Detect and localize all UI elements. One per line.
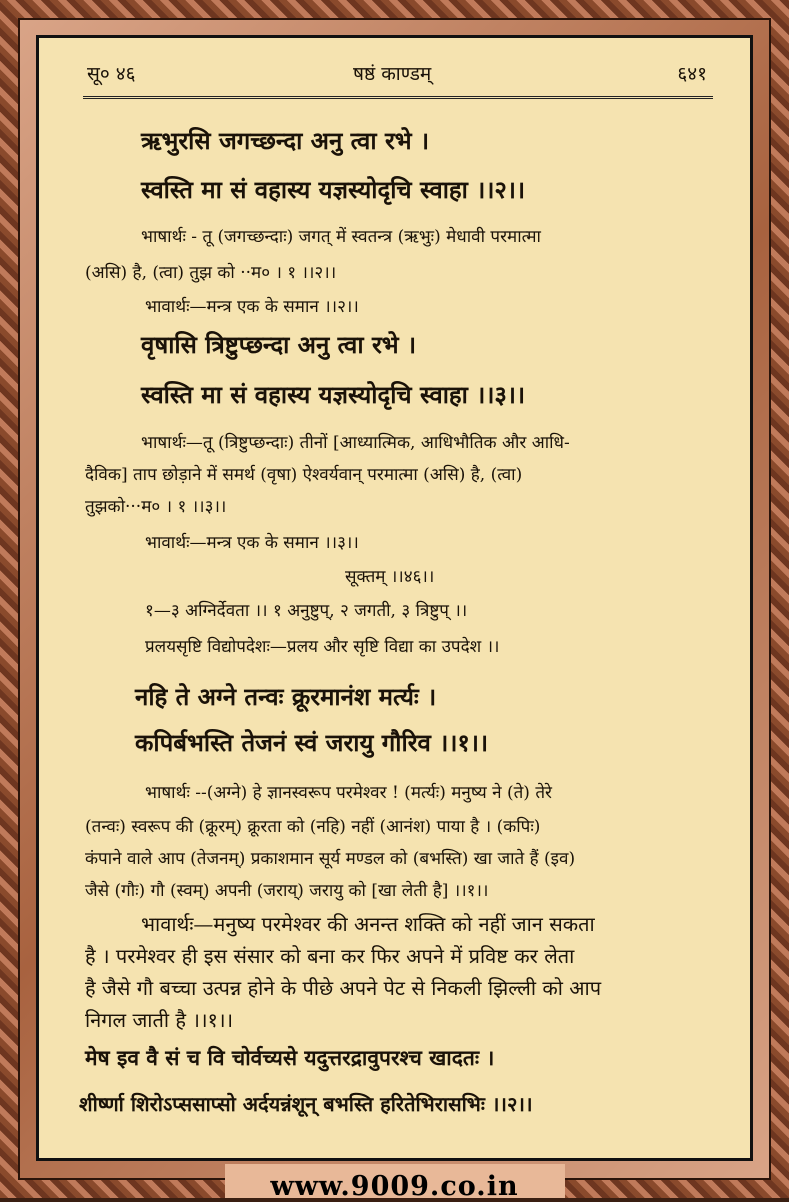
devata-line: १—३ अग्निर्देवता ।। १ अनुष्टुप्, २ जगती, ३ त्रिष्टुप् ।। xyxy=(145,598,467,621)
page-header xyxy=(83,60,713,90)
book-page xyxy=(36,35,753,1161)
page-number: ६४१ xyxy=(677,60,707,86)
bhasharth-line: भाषार्थः—तू (त्रिष्टुप्छन्दाः) तीनों [आध्यात्मिक, आधिभौतिक और आधि- xyxy=(141,430,570,453)
mantra-line: नहि ते अग्ने तन्वः क्रूरमानंश मर्त्यः । xyxy=(135,680,436,713)
bhasharth-line: (असि) है, (त्वा) तुझ को ··म० । १ ।।२।। xyxy=(85,260,336,283)
upadesh-line: प्रलयसृष्टि विद्योपदेशः—प्रलय और सृष्टि विद्या का उपदेश ।। xyxy=(145,634,499,657)
bhavarth-line: है जैसे गौ बच्चा उत्पन्न होने के पीछे अपने पेट से निकली झिल्ली को आप xyxy=(85,974,601,1001)
sukta-heading: सूक्तम् ।।४६।। xyxy=(345,564,434,587)
chapter-title: षष्ठं काण्डम् xyxy=(353,60,431,86)
header-rule xyxy=(83,96,713,99)
bhasharth-line: भाषार्थः - तू (जगच्छन्दाः) जगत् में स्वतन्त्र (ऋभुः) मेधावी परमात्मा xyxy=(141,224,541,247)
mantra-line: स्वस्ति मा सं वहास्य यज्ञस्योदृचि स्वाहा ।।२।। xyxy=(141,173,525,206)
bhavarth-line: है । परमेश्वर ही इस संसार को बना कर फिर अपने में प्रविष्ट कर लेता xyxy=(85,942,574,969)
bhasharth-line: दैविक] ताप छोड़ाने में समर्थ (वृषा) ऐश्वर्यवान् परमात्मा (असि) है, (त्वा) xyxy=(85,462,522,485)
bhavarth-line: भावार्थः—मनुष्य परमेश्वर की अनन्त शक्ति को नहीं जान सकता xyxy=(141,910,595,937)
bhavarth-line: भावार्थः—मन्त्र एक के समान ।।३।। xyxy=(145,530,359,553)
mantra-line: शीर्ष्णा शिरोऽप्ससाप्सो अर्दयन्नंशून् बभस्ति हरितेभिरासभिः ।।२।। xyxy=(79,1090,533,1117)
bhasharth-line: जैसे (गौः) गौ (स्वम्) अपनी (जराय्) जरायु को [खा लेती है] ।।१।। xyxy=(85,878,488,901)
mantra-line: कपिर्बभस्ति तेजनं स्वं जरायु गौरिव ।।१।। xyxy=(135,726,488,759)
sukta-number: सू० ४६ xyxy=(87,60,136,86)
bhasharth-line: भाषार्थः --(अग्ने) हे ज्ञानस्वरूप परमेश्वर ! (मर्त्यः) मनुष्य ने (ते) तेरे xyxy=(145,780,552,803)
mantra-line: ऋभुरसि जगच्छन्दा अनु त्वा रभे । xyxy=(141,124,429,157)
mantra-line: मेष इव वै सं च वि चोर्वच्यसे यदुत्तरद्रावुपरश्च खादतः । xyxy=(85,1044,494,1072)
bhavarth-line: भावार्थः—मन्त्र एक के समान ।।२।। xyxy=(145,294,359,317)
bhavarth-line: निगल जाती है ।।१।। xyxy=(85,1006,233,1033)
website-watermark: www.9009.co.in xyxy=(0,1171,789,1202)
mantra-line: वृषासि त्रिष्टुप्छन्दा अनु त्वा रभे । xyxy=(141,328,416,361)
mantra-line: स्वस्ति मा सं वहास्य यज्ञस्योदृचि स्वाहा ।।३।। xyxy=(141,378,525,411)
bhasharth-line: तुझको···म० । १ ।।३।। xyxy=(85,494,226,517)
bhasharth-line: (तन्वः) स्वरूप की (क्रूरम्) क्रूरता को (नहि) नहीं (आनंश) पाया है । (कपिः) xyxy=(85,814,540,837)
bhasharth-line: कंपाने वाले आप (तेजनम्) प्रकाशमान सूर्य मण्डल को (बभस्ति) खा जाते हैं (इव) xyxy=(85,846,575,869)
